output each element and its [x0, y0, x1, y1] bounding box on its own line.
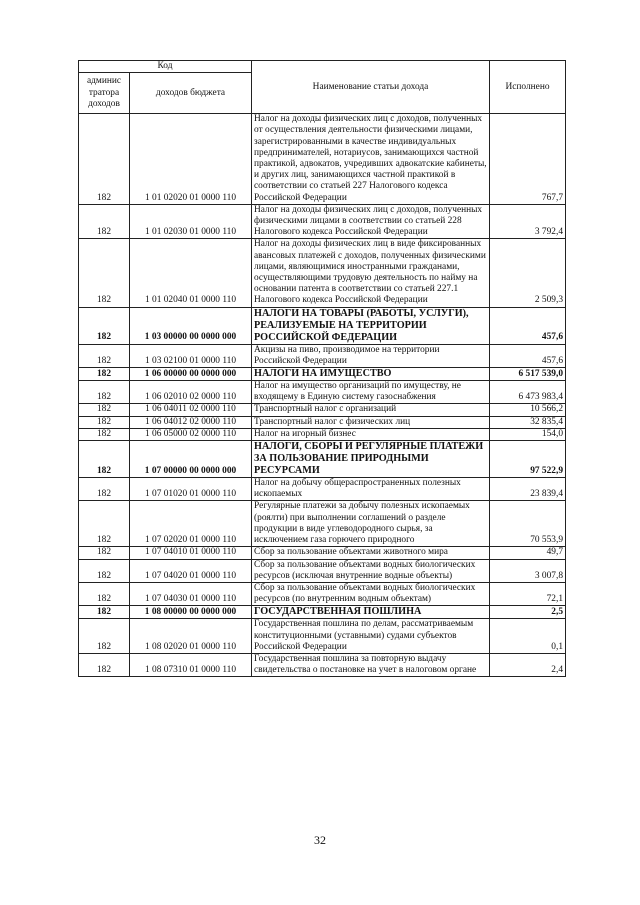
table-row [79, 114, 566, 205]
header-name: Наименование статьи дохода [252, 61, 490, 114]
cell-name: Регулярные платежи за добычу полезных ископаемых (роялти) при выполнении соглашений о разделе продукции в виде углеводородного сырья, за исключением газа горючего природного [252, 501, 490, 547]
cell-name: Налог на игорный бизнес [252, 428, 490, 440]
cell-code: 1 07 02020 01 0000 110 [130, 501, 252, 547]
cell-value: 70 553,9 [490, 501, 566, 547]
cell-name: НАЛОГИ НА ТОВАРЫ (РАБОТЫ, УСЛУГИ), РЕАЛИЗУЕМЫЕ НА ТЕРРИТОРИИ РОССИЙСКОЙ ФЕДЕРАЦИИ [252, 307, 490, 344]
cell-admin: 182 [79, 441, 130, 478]
cell-admin: 182 [79, 368, 130, 381]
table-row [79, 344, 566, 367]
header-executed: Исполнено [490, 61, 566, 114]
cell-code: 1 08 00000 00 0000 000 [130, 606, 252, 619]
cell-value: 72,1 [490, 582, 566, 605]
cell-value: 2 509,3 [490, 239, 566, 307]
table-row [79, 368, 566, 381]
cell-admin: 182 [79, 653, 130, 676]
cell-code: 1 06 02010 02 0000 110 [130, 381, 252, 404]
cell-value: 0,1 [490, 619, 566, 654]
table-row [79, 204, 566, 239]
table-row [79, 404, 566, 416]
cell-code: 1 07 01020 01 0000 110 [130, 478, 252, 501]
cell-code: 1 06 00000 00 0000 000 [130, 368, 252, 381]
cell-name: Сбор за пользование объектами водных биологических ресурсов (исключая внутренние водные объекты) [252, 559, 490, 582]
cell-name: Налог на доходы физических лиц с доходов, полученных физическими лицами в соответствии со статьей 228 Налогового кодекса Российской Федерации [252, 204, 490, 239]
cell-name: Транспортный налог с физических лиц [252, 416, 490, 428]
cell-value: 2,4 [490, 653, 566, 676]
table-body [79, 114, 566, 677]
cell-code: 1 01 02020 01 0000 110 [130, 114, 252, 205]
table-row [79, 559, 566, 582]
cell-admin: 182 [79, 307, 130, 344]
header-admin: админис тратора доходов [79, 73, 130, 114]
cell-code: 1 03 02100 01 0000 110 [130, 344, 252, 367]
cell-code: 1 06 04012 02 0000 110 [130, 416, 252, 428]
table-row [79, 478, 566, 501]
table-row [79, 307, 566, 344]
table-row [79, 582, 566, 605]
table-row [79, 653, 566, 676]
cell-name: Налог на доходы физических лиц в виде фиксированных авансовых платежей с доходов, полученных физическими лицами, являющимися иностранными гражданами, осуществляющими трудовую деятельность по найму на основании патента в соответствии со статьей 227.1 Налогового кодекса Российской Федерации [252, 239, 490, 307]
cell-admin: 182 [79, 428, 130, 440]
cell-value: 6 517 539,0 [490, 368, 566, 381]
cell-admin: 182 [79, 344, 130, 367]
table-row [79, 416, 566, 428]
cell-admin: 182 [79, 416, 130, 428]
cell-admin: 182 [79, 501, 130, 547]
cell-value: 97 522,9 [490, 441, 566, 478]
cell-admin: 182 [79, 204, 130, 239]
cell-value: 767,7 [490, 114, 566, 205]
cell-code: 1 03 00000 00 0000 000 [130, 307, 252, 344]
cell-name: ГОСУДАРСТВЕННАЯ ПОШЛИНА [252, 606, 490, 619]
cell-admin: 182 [79, 239, 130, 307]
cell-name: Налог на имущество организаций по имуществу, не входящему в Единую систему газоснабжения [252, 381, 490, 404]
table-row [79, 501, 566, 547]
cell-name: Сбор за пользование объектами водных биологических ресурсов (по внутренним водным объектам) [252, 582, 490, 605]
cell-value: 3 007,8 [490, 559, 566, 582]
table-row [79, 547, 566, 559]
cell-code: 1 07 04030 01 0000 110 [130, 582, 252, 605]
table-row [79, 619, 566, 654]
cell-value: 154,0 [490, 428, 566, 440]
cell-name: Транспортный налог с организаций [252, 404, 490, 416]
cell-name: Государственная пошлина по делам, рассматриваемым конституционными (уставными) судами субъектов Российской Федерации [252, 619, 490, 654]
cell-admin: 182 [79, 547, 130, 559]
page-number: 32 [314, 833, 326, 847]
cell-value: 2,5 [490, 606, 566, 619]
cell-name: Сбор за пользование объектами животного мира [252, 547, 490, 559]
header-kod: Код [79, 61, 252, 73]
cell-code: 1 01 02030 01 0000 110 [130, 204, 252, 239]
cell-code: 1 07 04020 01 0000 110 [130, 559, 252, 582]
cell-admin: 182 [79, 619, 130, 654]
cell-value: 457,6 [490, 307, 566, 344]
header-budget-code: доходов бюджета [130, 73, 252, 114]
table-row [79, 606, 566, 619]
cell-value: 49,7 [490, 547, 566, 559]
table-row [79, 441, 566, 478]
cell-code: 1 07 04010 01 0000 110 [130, 547, 252, 559]
cell-admin: 182 [79, 478, 130, 501]
cell-admin: 182 [79, 114, 130, 205]
table-row [79, 239, 566, 307]
cell-name: Налог на доходы физических лиц с доходов, полученных от осуществления деятельности физическими лицами, зарегистрированными в качестве индивидуальных предпринимателей, нотариусов, занимающихся частной практикой, адвокатов, учредивших адвокатские кабинеты, и других лиц, занимающихся частной практикой в соответствии со статьей 227 Налогового кодекса Российской Федерации [252, 114, 490, 205]
cell-value: 457,6 [490, 344, 566, 367]
cell-code: 1 08 07310 01 0000 110 [130, 653, 252, 676]
cell-name: НАЛОГИ НА ИМУЩЕСТВО [252, 368, 490, 381]
table-row [79, 428, 566, 440]
cell-value: 23 839,4 [490, 478, 566, 501]
cell-name: Налог на добычу общераспространенных полезных ископаемых [252, 478, 490, 501]
cell-value: 6 473 983,4 [490, 381, 566, 404]
revenue-table [78, 60, 566, 677]
cell-admin: 182 [79, 606, 130, 619]
cell-code: 1 06 04011 02 0000 110 [130, 404, 252, 416]
cell-admin: 182 [79, 582, 130, 605]
cell-value: 32 835,4 [490, 416, 566, 428]
cell-admin: 182 [79, 404, 130, 416]
cell-name: НАЛОГИ, СБОРЫ И РЕГУЛЯРНЫЕ ПЛАТЕЖИ ЗА ПОЛЬЗОВАНИЕ ПРИРОДНЫМИ РЕСУРСАМИ [252, 441, 490, 478]
cell-admin: 182 [79, 381, 130, 404]
cell-name: Акцизы на пиво, производимое на территории Российской Федерации [252, 344, 490, 367]
cell-admin: 182 [79, 559, 130, 582]
table-row [79, 381, 566, 404]
cell-value: 10 566,2 [490, 404, 566, 416]
cell-value: 3 792,4 [490, 204, 566, 239]
revenue-table-sheet [78, 60, 565, 677]
cell-code: 1 01 02040 01 0000 110 [130, 239, 252, 307]
cell-name: Государственная пошлина за повторную выдачу свидетельства о постановке на учет в налоговом органе [252, 653, 490, 676]
cell-code: 1 06 05000 02 0000 110 [130, 428, 252, 440]
cell-code: 1 07 00000 00 0000 000 [130, 441, 252, 478]
cell-code: 1 08 02020 01 0000 110 [130, 619, 252, 654]
